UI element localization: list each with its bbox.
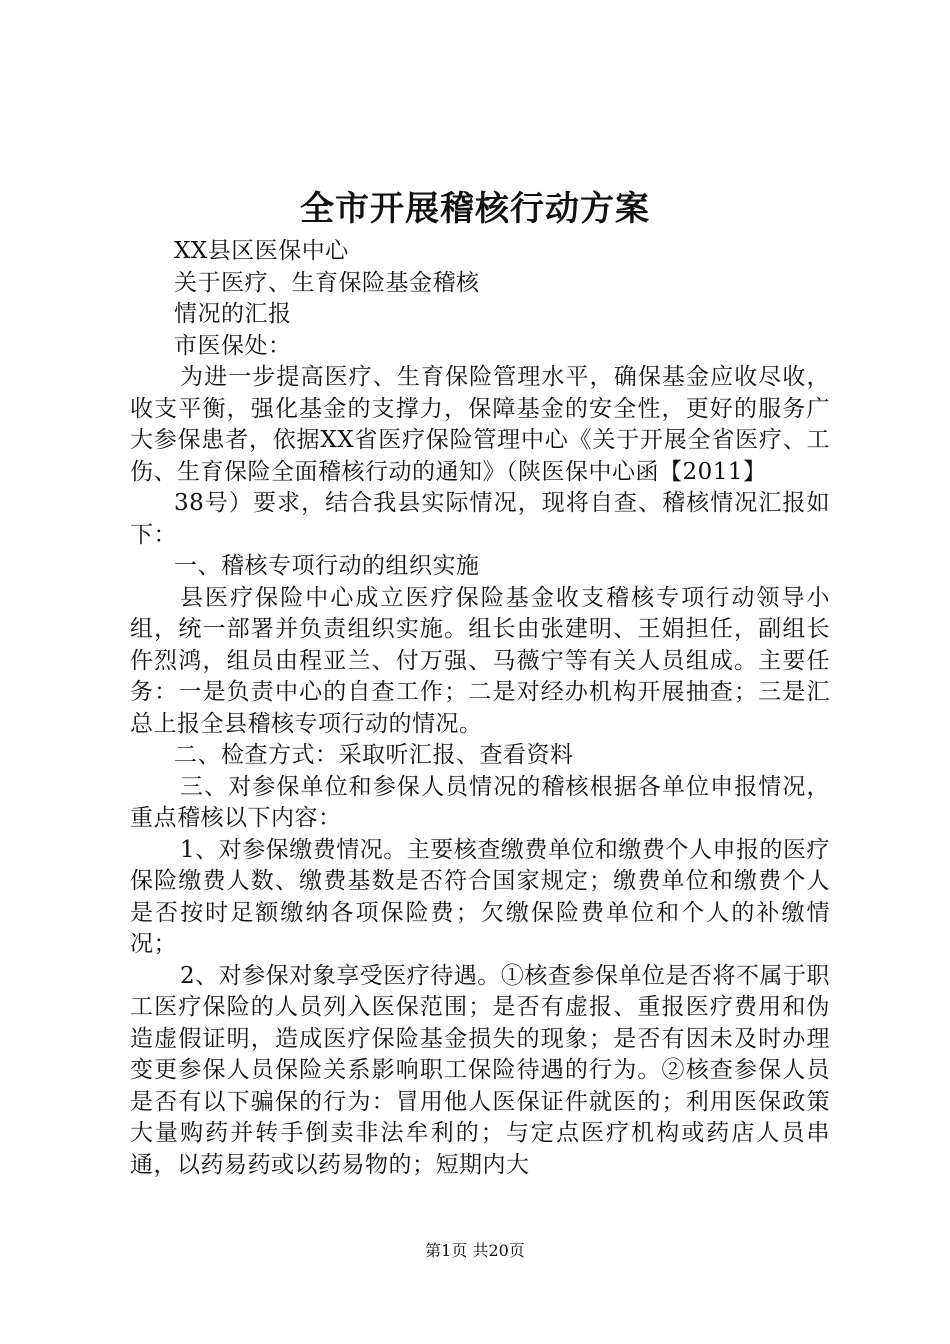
heading-section-2: 二、检查方式：采取听汇报、查看资料 <box>174 742 574 768</box>
paragraph-subject-2: 情况的汇报 <box>174 301 292 327</box>
document-body <box>130 236 830 1181</box>
page-footer: 第1页 共20页 <box>425 1241 525 1260</box>
paragraph-section-3: 三、对参保单位和参保人员情况的稽核根据各单位申报情况，重点稽核以下内容： <box>130 773 830 831</box>
paragraph-recipient: 市医保处： <box>174 332 292 359</box>
paragraph-subject-1: 关于医疗、生育保险基金稽核 <box>174 269 480 296</box>
heading-section-1: 一、稽核专项行动的组织实施 <box>174 553 480 579</box>
paragraph-item-2: 2、对参保对象享受医疗待遇。①核查参保单位是否将不属于职工医疗保险的人员列入医保范围；是否有虚报、重报医疗费用和伪造虚假证明，造成医疗保险基金损失的现象；是否有因未及时办理变更参保人员保险关系影响职工保险待遇的行为。②核查参保人员是否有以下骗保的行为：冒用他人医保证件就医的；利用医保政策大量购药并转手倒卖非法牟利的；与定点医疗机构或药店人员串通，以药易药或以药易物的；短期内大 <box>130 962 830 1178</box>
paragraph-item-1: 1、对参保缴费情况。主要核查缴费单位和缴费个人申报的医疗保险缴费人数、缴费基数是否符合国家规定；缴费单位和缴费个人是否按时足额缴纳各项保险费；欠缴保险费单位和个人的补缴情况； <box>130 836 830 957</box>
paragraph-org: XX县区医保中心 <box>174 238 349 264</box>
document-title: 全市开展稽核行动方案 <box>300 189 650 229</box>
paragraph-section-1: 县医疗保险中心成立医疗保险基金收支稽核专项行动领导小组，统一部署并负责组织实施。组长由张建明、王娟担任，副组长仵烈鸿，组员由程亚兰、付万强、马薇宁等有关人员组成。主要任务：一是负责中心的自查工作；二是对经办机构开展抽查；三是汇总上报全县稽核专项行动的情况。 <box>130 584 830 737</box>
paragraph-intro: 为进一步提高医疗、生育保险管理水平，确保基金应收尽收，收支平衡，强化基金的支撑力，保障基金的安全性，更好的服务广大参保患者，依据XX省医疗保险管理中心《关于开展全省医疗、工伤、生育保险全面稽核行动的通知》（陕医保中心函【2011】 <box>130 364 830 485</box>
paragraph-intro-cont: 38号）要求，结合我县实际情况，现将自查、稽核情况汇报如下： <box>130 490 830 548</box>
